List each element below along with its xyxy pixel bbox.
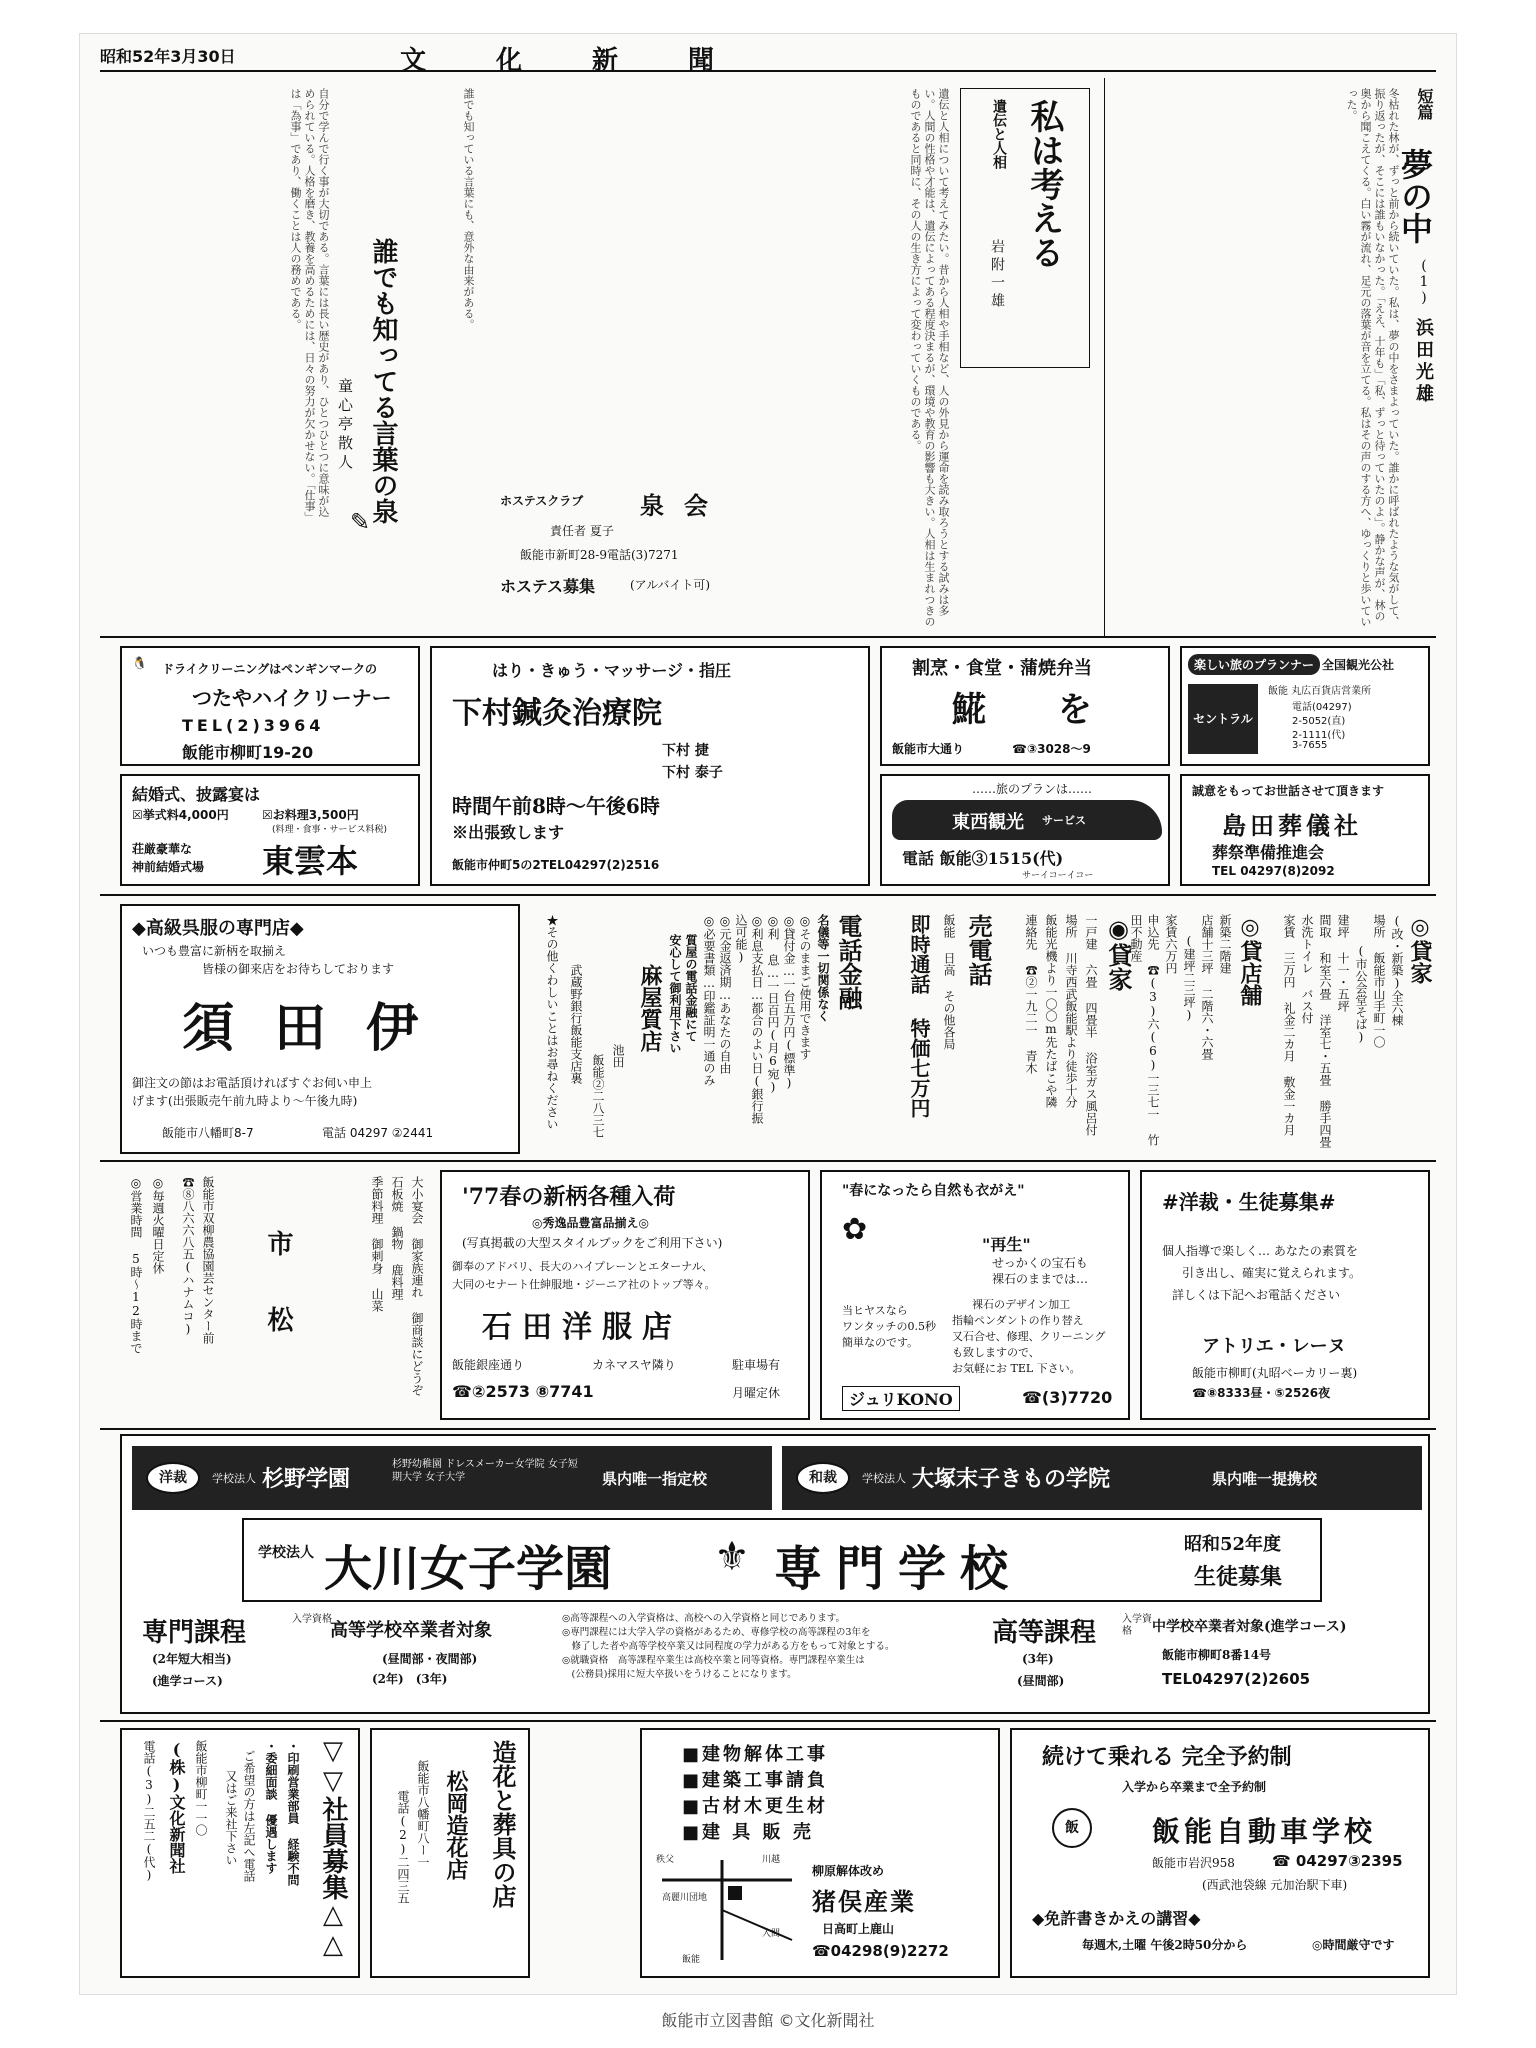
kappo-address: 飯能市大通り [892, 742, 965, 756]
kinyu-line-1: ◎そのままご使用できます [798, 914, 812, 1060]
zenkoku-tel4: 3-7655 [1292, 740, 1328, 751]
kashitenpo-title: ◎貸店舗 [1237, 914, 1263, 1006]
koto-sub2: (昼間部) [1017, 1674, 1065, 1688]
rene-line2: 引き出し、確実に覚えられます。 [1182, 1266, 1362, 1280]
ichimatsu-name: 市松 [263, 1230, 293, 1382]
kinyu-line-3: ◎利 息…一日百円(月6宛) [766, 914, 780, 1094]
map-graphic [652, 1850, 802, 1970]
sugino-label: 学校法人 [212, 1472, 256, 1485]
ichimatsu-line-0: 大小宴会 御家族連れ 御商談にどうぞ [410, 1176, 424, 1396]
okawa-address: 飯能市柳町8番14号 [1162, 1648, 1272, 1662]
crest-icon: ⚜ [714, 1534, 750, 1580]
tozai-name: 東西観光 [952, 812, 1024, 833]
tozai-tel: 電話 飯能③1515(代) [902, 849, 1064, 868]
bunka-line-6: 電話(3)二五二(代) [142, 1740, 156, 1882]
jidosha-sub: 入学から卒業まで全予約制 [1122, 1780, 1267, 1794]
map-label-danchi: 高麗川団地 [662, 1893, 708, 1903]
kashiya2-line-2: (市公会堂そば) [1354, 944, 1368, 1044]
kashiya2-line-5: 水洗トイレ バス付 [1300, 914, 1314, 1024]
izumi-club: ホステスクラブ [500, 494, 584, 508]
juri-body1: 裸石のデザイン加工 [972, 1298, 1071, 1311]
inomata-item [682, 1818, 814, 1844]
article-body-text-2: 誰でも知っている言葉にも、意外な由来がある。 [462, 88, 475, 330]
article-title: 夢の中 [1396, 148, 1434, 244]
asaya-line1: ★その他くわしいことはお尋ねください [545, 914, 559, 1130]
senmon-target: 高等学校卒業者対象 [330, 1620, 492, 1641]
ad-ichimatsu [120, 1170, 430, 1420]
article-dream [1110, 78, 1440, 638]
jidosha-name: 飯能自動車学校 [1152, 1815, 1377, 1848]
zenkoku-tel1: 電話(04297) [1292, 702, 1352, 713]
inomata-item [682, 1792, 828, 1818]
article-number: (1) [1416, 258, 1432, 306]
shimada-service: 葬祭準備推進会 [1212, 843, 1325, 862]
rene-addr: 飯能市柳町(丸昭ベーカリー裏) [1192, 1366, 1358, 1380]
bunka-line-5: (株)文化新聞社 [167, 1740, 186, 1874]
inomata-name-pre: 柳原解体改め [812, 1864, 885, 1878]
juri-left2: ワンタッチの0.5秒 [842, 1320, 937, 1333]
rene-line1: 個人指導で楽しく… あなたの素質を [1162, 1244, 1358, 1258]
jidosha-note: (西武池袋線 元加治駅下車) [1202, 1878, 1348, 1892]
bunka-line-1: ・委細面談 優遇します [264, 1740, 278, 1874]
kashiya-line-0: 一戸建 六畳 四畳半 浴室ガス風呂付 [1084, 914, 1098, 1136]
zenkoku-brand: セントラル [1188, 684, 1258, 754]
kashitenpo-line-3: 家賃六万円 [1164, 914, 1178, 974]
inomata-item-label: 建 具 販 売 [702, 1822, 814, 1843]
kinyu-title: 電話金融 [834, 914, 863, 1010]
jidosha-addr: 飯能市岩沢958 [1152, 1856, 1235, 1870]
ad-izumi [490, 482, 770, 622]
matsuoka-title: 造花と葬具の店 [488, 1740, 517, 1908]
ishida-title: '77春の新柄各種入荷 [462, 1184, 676, 1210]
map-label-hanno: 飯能 [682, 1955, 701, 1965]
square-icon: ■ [682, 1744, 703, 1765]
inomata-name: 猪俣産業 [812, 1887, 916, 1916]
koto-entry: 入学資格 [1122, 1614, 1152, 1637]
asaya-line4: 池田 [611, 1044, 625, 1068]
asaya-name: 麻屋質店 [637, 964, 663, 1052]
ad-uridenwa [880, 904, 1000, 1154]
ad-toun [120, 774, 420, 886]
ishida-addr3: 駐車場有 [732, 1358, 781, 1372]
ad-matsuoka [370, 1728, 530, 1978]
uridenwa-title: 売電話 [964, 914, 993, 986]
kashitenpo-line-0: 新築二階建 [1218, 914, 1232, 974]
inomata-item [682, 1740, 828, 1766]
sudai-title: ◆高級呉服の専門店◆ [132, 918, 304, 939]
square-icon: ■ [682, 1822, 703, 1843]
kappo-name: 𩸽 を [952, 690, 1122, 730]
article-body-text: 遺伝と人相について考えてみたい。昔から人相や手相など、人の外見から運命を読み取ろうとする試みは多い。人間の性格や才能は、遺伝によってある程度決まるが、環境や教育の影響も大きい。人相は生まれつきのものであると同時に、その人の生き方によって変わっていくものである。 [909, 88, 950, 627]
square-icon: ■ [682, 1796, 703, 1817]
ad-tozai [880, 774, 1170, 886]
kinyu-line-4: ◎利息支払日…都合のよい日(銀行振 [750, 914, 764, 1124]
ad-jidosha [1010, 1728, 1430, 1978]
ad-bunka [120, 1728, 360, 1978]
kappo-services: 割烹・食堂・蒲焼弁当 [912, 658, 1092, 679]
kashitenpo-line-2: (建坪二三坪) [1182, 934, 1196, 1022]
kashiya2-line-1: 場所 飯能市山手町一〇 [1372, 914, 1386, 1048]
okawa-main-banner [242, 1518, 1322, 1602]
map-label-kawagoe: 川越 [762, 1855, 781, 1865]
ad-juri [820, 1170, 1130, 1420]
izumi-address: 飯能市新町28-9電話(3)7271 [520, 548, 679, 562]
sudai-line2: 皆様の御来店をお待ちしております [202, 962, 395, 976]
masthead [100, 40, 1436, 76]
okawa-main-name: 大川女子学園 [324, 1541, 613, 1597]
okawa-main-label: 学校法人 [258, 1545, 314, 1561]
ichimatsu-line-4: ☎⑧八六六八五(ハナムコ) [181, 1176, 195, 1336]
inomata-item-label: 建築工事請負 [702, 1770, 829, 1791]
sudai-note1: 御注文の節はお電話頂ければすぐお伺い申上 [132, 1076, 373, 1090]
jidosha-logo: 飯 [1052, 1808, 1092, 1848]
article-body-text: 冬枯れた林が、ずっと前から続いていた。私は、夢の中をさまよっていた。誰かに呼ばれたような気がして、振り返ったが、そこには誰もいなかった。「ええ、十年も」「私、ずっと待っていたのよ」。静かな声が、林の奥から聞こえてくる。白い霧が流れ、足元の落葉が音を立てる。私はその声のする方へ、ゆっくりと歩いていった。 [1345, 88, 1400, 627]
inomata-item [682, 1766, 828, 1792]
tozai-tel-reading: サーイコーイコー [1022, 871, 1094, 881]
issue-date: 昭和52年3月30日 [100, 47, 236, 66]
ad-ishida [440, 1170, 810, 1420]
kashiya2-line-3: 建坪 十一・五坪 [1336, 914, 1350, 1012]
otsuka-label: 学校法人 [862, 1472, 906, 1485]
ad-rene [1140, 1170, 1430, 1420]
penguin-icon: 🐧 [132, 656, 147, 670]
sugino-name: 杉野学園 [262, 1466, 351, 1492]
kashiya-line-2: 飯能光機より一〇〇m先たばこや隣 [1044, 914, 1058, 1108]
kashitenpo-line-1: 店舗十三坪 二階六・六畳 [1200, 914, 1214, 1060]
shimada-name: 島田葬儀社 [1222, 811, 1362, 840]
kinyu-footer1: 質屋の電話金融にて [684, 934, 698, 1042]
kinyu-line-2: ◎貸付金…一台五万円(標準) [782, 914, 796, 1090]
library-credit: 飯能市立図書館 ©文化新聞社 [661, 2011, 875, 2030]
kinyu-line-7: ◎必要書類…印鑑証明一通のみ [702, 914, 716, 1086]
kashiya-line-3: 連絡先 ☎②一九二一 青木 [1024, 914, 1038, 1074]
kashitenpo-line-4: 申込先 ☎(3)六(6)一三七一 竹田不動産 [1129, 914, 1160, 1146]
matsuoka-addr: 飯能市八幡町八ー一 [416, 1760, 430, 1868]
okawa-note: 修了した者や高等学校卒業又は同程度の学力がある方をもって対象とする。 [562, 1641, 895, 1652]
ishida-tel: ☎②2573 ⑧7741 [452, 1382, 594, 1401]
sudai-note2: げます(出張販売午前九時より～午後九時) [132, 1094, 358, 1108]
map-label-iruma: 入間 [762, 1929, 781, 1939]
kashiya2-line-0: (改・新築)全六棟 [1390, 914, 1404, 1026]
bunka-line-2: ご希望の方は左記へ電話 [242, 1750, 256, 1882]
article-title-box [960, 88, 1090, 368]
article-words [120, 78, 480, 536]
shimomura-staff2: 下村 泰子 [662, 765, 723, 781]
senmon-sub1: (2年短大相当) [152, 1652, 232, 1666]
juri-headline: "春になったら自然も衣がえ" [842, 1183, 1025, 1199]
koto-target: 中学校卒業者対象(進学コース) [1152, 1619, 1347, 1635]
toun-name: 東雲本 [262, 842, 359, 880]
senmon-title: 専門課程 [142, 1618, 247, 1648]
juri-body4: も致しますので、 [952, 1346, 1040, 1359]
okawa-note: ◎高等課程への入学資格は、高校への入学資格と同じであります。 [562, 1613, 846, 1624]
toun-price-note: (料理・食事・サービス料税) [272, 825, 388, 835]
rene-tel: ☎⑧8333昼・⑤2526夜 [1192, 1386, 1331, 1400]
ishida-holiday: 月曜定休 [732, 1386, 781, 1400]
ichimatsu-line-6: ◎営業時間 5時～12時まで [129, 1176, 143, 1354]
map-label-chichibu: 秩父 [656, 1855, 675, 1865]
article-body-text: 自分で学んで行く事が大切である。言葉には長い歴史があり、ひとつひとつに意味が込められている。人格を磨き、教養を高めるためには、日々の努力が欠かせない。「仕事」は「為事」であり、働くことは人の務めである。 [289, 88, 330, 517]
ad-kappo [880, 646, 1170, 766]
jidosha-schedule: 毎週木,土曜 午後2時50分から [1082, 1938, 1248, 1952]
article-kicker: 短篇 [1415, 88, 1434, 120]
sugino-banner [132, 1446, 772, 1510]
article-author: 童心亭散人 [336, 378, 354, 473]
izumi-recruit: ホステス募集 [500, 577, 596, 596]
ichimatsu-line-5: ◎毎週火曜日定休 [151, 1176, 165, 1274]
ichimatsu-line-3: 飯能市双柳農協園芸センター前 [201, 1176, 215, 1344]
izumi-manager: 責任者 夏子 [550, 524, 614, 538]
ishida-line1: 御奉のアドバリ、長大のハイプレーンとエターナル、 [452, 1260, 713, 1273]
juri-tel: ☎(3)7720 [1022, 1388, 1113, 1407]
sugino-sub: 杉野幼稚園 ドレスメーカー女学院 女子短期大学 女子大学 [392, 1459, 578, 1483]
bunka-line-3: 又はご来社下さい [224, 1770, 238, 1866]
juri-name: ジュリKONO [842, 1386, 960, 1411]
juri-body5: お気軽にお TEL 下さい。 [952, 1362, 1081, 1375]
okawa-notes [562, 1612, 982, 1682]
shimomura-note: ※出張致します [452, 823, 565, 842]
shimomura-name: 下村鍼灸治療院 [452, 696, 662, 731]
senmon-sub4: (2年) (3年) [372, 1672, 448, 1686]
flower-icon: ✿ [842, 1212, 868, 1247]
toun-price1: ☒挙式料4,000円 [132, 808, 229, 822]
shimada-tag: 誠意をもってお世話させて頂きます [1192, 784, 1385, 798]
zenkoku-tag: 楽しい旅のプランナー [1188, 654, 1320, 675]
ad-kashiya [1000, 904, 1140, 1154]
jidosha-tel: ☎ 04297③2395 [1272, 1852, 1403, 1870]
jidosha-title: 続けて乗れる 完全予約制 [1042, 1744, 1292, 1770]
otsuka-tag: 県内唯一提携校 [1212, 1470, 1318, 1488]
toun-title: 結婚式、披露宴は [132, 785, 261, 804]
okawa-recruit: 生徒募集 [1194, 1564, 1283, 1590]
sugino-tag: 県内唯一指定校 [602, 1470, 708, 1488]
bunka-line-4: 飯能市柳町一一〇 [194, 1740, 208, 1836]
ishida-note: (写真掲載の大型スタイルブックをご利用下さい) [462, 1236, 723, 1250]
kinyu-footer2: 安心して御利用下さい [668, 934, 682, 1054]
juri-left1: 当ヒヤスなら [842, 1304, 908, 1317]
senmon-sub2: (進学コース) [152, 1674, 223, 1688]
juri-sub2: せっかくの宝石も [992, 1256, 1088, 1270]
kinyu-line-6: ◎元金返済期…あなたの自由 [718, 914, 732, 1074]
tsutaya-tel: TEL(2)3964 [182, 716, 325, 735]
otsuka-name: 大塚末子きもの学院 [912, 1466, 1111, 1492]
okawa-year: 昭和52年度 [1184, 1534, 1282, 1555]
zenkoku-name: 全国観光公社 [1322, 658, 1395, 672]
article-author: 浜田光雄 [1413, 318, 1434, 406]
ishida-name: 石田洋服店 [482, 1310, 682, 1345]
shimomura-address: 飯能市仲町5の2TEL04297(2)2516 [452, 858, 660, 872]
shimomura-hours: 時間午前8時～午後6時 [452, 794, 660, 818]
ad-denwa-kinyu [670, 904, 870, 1154]
ad-shimomura [430, 646, 870, 886]
ad-kashitenpo [1129, 904, 1270, 1154]
rene-name: アトリエ・レーヌ [1202, 1336, 1346, 1357]
bunka-title: ▽▽社員募集△△ [318, 1736, 348, 1960]
inomata-item-label: 建物解体工事 [702, 1744, 829, 1765]
senmon-sub3: (昼間部・夜間部) [382, 1652, 478, 1666]
inomata-addr: 日高町上鹿山 [822, 1922, 895, 1936]
newspaper-page [80, 34, 1456, 1994]
article-title: 誰でも知ってる言葉の泉 [368, 238, 398, 524]
okawa-main-name2: 専門学校 [774, 1541, 1023, 1597]
okawa-note: (公務員)採用に短大卒扱いをうけることになります。 [562, 1669, 797, 1680]
cartoon-illustration: ✎ [350, 508, 371, 536]
toun-hall2: 神前結婚式場 [132, 860, 205, 874]
newspaper-title: 文化新聞 [400, 46, 785, 76]
koto-sub1: (3年) [1022, 1652, 1054, 1666]
ad-shimada [1180, 774, 1430, 886]
airplane-icon [892, 800, 1162, 840]
kinyu-line-5: 込可能) [734, 914, 748, 964]
sudai-name: 須田伊 [182, 998, 459, 1059]
bunka-line-0: ・印刷営業部員 経験不問 [286, 1740, 300, 1886]
jidosha-strict: ◎時間厳守です [1312, 1938, 1395, 1952]
senmon-entry: 入学資格 [292, 1614, 332, 1625]
sudai-line1: いつも豊富に新柄を取揃え [142, 944, 287, 958]
jidosha-course: ◆免許書きかえの講習◆ [1032, 1909, 1201, 1928]
izumi-name: 泉会 [640, 491, 728, 520]
shimada-tel: TEL 04297(8)2092 [1212, 864, 1335, 878]
okawa-note: ◎専門課程には大学入学の資格があるため、専修学校の高等課程の3年を [562, 1627, 871, 1638]
ichimatsu-line-1: 石板焼 鍋物 鹿料理 [390, 1176, 404, 1300]
tsutaya-address: 飯能市柳町19-20 [182, 743, 314, 762]
kashiya-line-1: 場所 川寺西武飯能駅より徒歩十分 [1064, 914, 1078, 1108]
zenkoku-tel2: 2-5052(直) [1292, 716, 1346, 727]
yosai-label: 洋裁 [146, 1462, 200, 1494]
tsutaya-tag: ドライクリーニングはペンギンマークの [162, 662, 378, 676]
ad-okawa [120, 1434, 1430, 1714]
okawa-note: ◎就職資格 高等課程卒業生は高校卒業と同等資格。専門課程卒業生は [562, 1655, 865, 1666]
zenkoku-branch: 飯能 丸広百貨店営業所 [1268, 686, 1372, 697]
kinyu-line-0: 名儀等一切関係なく [816, 914, 830, 1022]
matsuoka-tel: 電話(2)二四三五 [396, 1790, 410, 1904]
ishida-addr1: 飯能銀座通り [452, 1358, 525, 1372]
juri-body2: 指輪ペンダントの作り替え [952, 1314, 1084, 1327]
okawa-tel: TEL04297(2)2605 [1162, 1670, 1311, 1688]
sudai-tel: 電話 04297 ②2441 [322, 1126, 434, 1140]
asaya-line2: 武蔵野銀行飯能支店裏 [569, 964, 583, 1084]
sudai-address: 飯能市八幡町8-7 [162, 1126, 254, 1140]
ad-inomata [640, 1728, 1000, 1978]
article-subtitle: 遺伝と人相 [991, 99, 1007, 169]
tozai-name-suffix: サービス [1042, 814, 1086, 827]
zenkoku-tel3: 2-1111(代) [1292, 730, 1346, 741]
uridenwa-area: 飯能 日高 その他各局 [942, 914, 956, 1050]
rene-title: #洋裁・生徒募集# [1162, 1190, 1336, 1214]
kappo-tel: ☎③3028～9 [1012, 742, 1091, 756]
kashiya2-title: ◎貸家 [1407, 914, 1433, 984]
tozai-tag: ……旅のプランは…… [972, 782, 1093, 796]
ad-kashiya2 [1270, 904, 1440, 1154]
toun-hall1: 荘厳豪華な [132, 842, 193, 856]
juri-sub3: 裸石のままでは… [992, 1272, 1089, 1286]
koto-title: 高等課程 [992, 1618, 1097, 1648]
matsuoka-name: 松岡造花店 [443, 1770, 469, 1880]
ad-tsutaya [120, 646, 420, 766]
juri-sub1: "再生" [982, 1235, 1031, 1254]
ad-zenkoku [1180, 646, 1430, 766]
juri-body3: 又石合せ、修理、クリーニング [952, 1330, 1106, 1343]
izumi-recruit-note: (アルバイト可) [630, 578, 711, 592]
ad-sudai [120, 904, 520, 1154]
juri-left3: 簡単なのです。 [842, 1336, 919, 1349]
asaya-line3: 飯能②二八三七 [591, 1054, 605, 1138]
kashiya-title: ◉貸家 [1104, 914, 1133, 991]
article-title: 私は考える [1024, 99, 1064, 269]
shimomura-staff1: 下村 捷 [662, 743, 709, 759]
ishida-addr2: カネマスヤ隣り [592, 1358, 676, 1372]
tsutaya-name: つたやハイクリーナー [192, 686, 392, 710]
toun-price2: ☒お料理3,500円 [262, 808, 359, 822]
otsuka-banner [782, 1446, 1422, 1510]
article-author: 岩附一雄 [989, 239, 1005, 311]
wasai-label: 和裁 [796, 1462, 850, 1494]
ishida-sub: ◎秀逸品豊富品揃え◎ [532, 1216, 649, 1230]
square-icon: ■ [682, 1770, 703, 1791]
kashiya2-line-4: 間取 和室六畳 洋室七・五畳 勝手四畳 [1318, 914, 1332, 1148]
kashiya2-line-6: 家賃 三万円 礼金二カ月 敷金一カ月 [1282, 914, 1296, 1136]
shimomura-services: はり・きゅう・マッサージ・指圧 [492, 661, 732, 680]
inomata-tel: ☎04298(9)2272 [812, 1942, 949, 1960]
ichimatsu-line-2: 季節料理 御刺身 山菜 [370, 1176, 384, 1312]
ishida-line2: 大同のセナート仕紳服地・ジーニア社のトップ等々。 [452, 1278, 716, 1291]
inomata-item-label: 古材木更生材 [702, 1796, 829, 1817]
ad-asaya [540, 904, 670, 1154]
uridenwa-price: 即時通話 特価七万円 [907, 914, 931, 1118]
rene-line3: 詳しくは下記へお電話ください [1172, 1288, 1341, 1302]
